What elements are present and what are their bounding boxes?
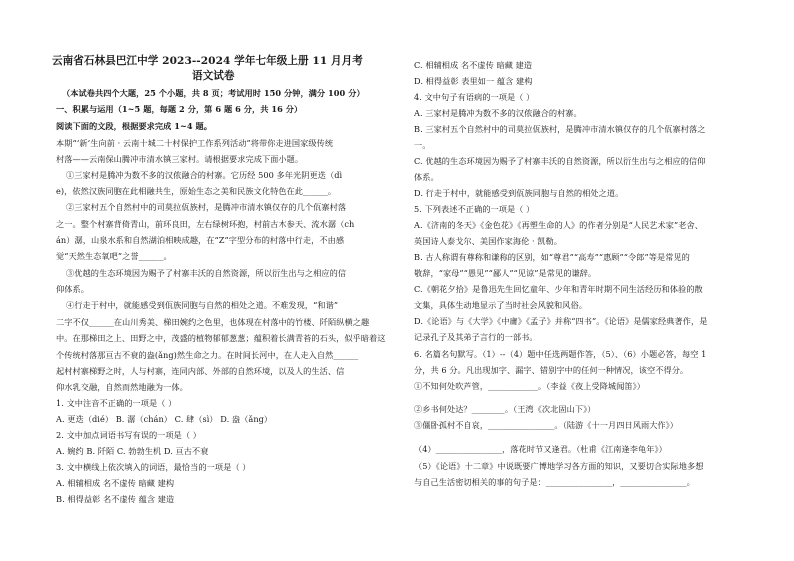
fill-in-blank-5: 与自己生活密切相关的事的句子是：________________，________________。 bbox=[414, 477, 695, 487]
question-5-option-a: 英国诗人泰戈尔、美国作家海伦 · 凯勒。 bbox=[414, 236, 562, 246]
passage-paragraph-4: 仰水乳交融，自然而然地融为一体。 bbox=[56, 382, 188, 392]
exam-subtitle: 语文试卷 bbox=[192, 70, 235, 82]
question-4-option-c: 体系。 bbox=[414, 172, 439, 182]
passage-paragraph-4: ④行走于村中，就能感受到佤族同胞与自然的相处之道。不难发现，“和谐” bbox=[66, 300, 339, 310]
fill-in-blank-2: ②乡书何处达？________。（王湾《次北固山下》） bbox=[414, 404, 596, 414]
question-5: 5. 下列表述不正确的一项是（ ） bbox=[414, 204, 535, 214]
question-3-option-a: A. 相辅相成 名不虚传 暗藏 建构 bbox=[56, 478, 175, 488]
fill-in-blank-1: ①不知何处吹芦管，____________。（李益《夜上受降城闻笛》） bbox=[414, 381, 645, 391]
passage-paragraph-4: 中。在那梯田之上、田野之中，茂盛的植物郁郁葱葱；蕴积着长满青苔的石头，似乎暗着这 bbox=[56, 333, 386, 343]
question-6: 6. 名篇名句默写。（1）--（4）题中任选两题作答，（5）、（6）小题必答，每空 1 bbox=[414, 349, 707, 359]
fill-in-blank-4: （4）________________，落花时节又逢君。（杜甫《江南逢李龟年》） bbox=[414, 444, 667, 454]
passage-intro-line: 村落——云南保山腾冲市清水镇三家村。请根据要求完成下面小题。 bbox=[56, 154, 304, 164]
question-4-option-c: C. 优越的生态环境因为赐予了村寨丰沃的自然资源，所以衍生出与之相应的信仰 bbox=[414, 156, 706, 166]
question-4: 4. 文中句子有语病的一项是（ ） bbox=[414, 92, 535, 102]
passage-paragraph-4: 起村村寨梯野之时，人与村寨，连同内部、外部的自然环境，以及人的生活、信 bbox=[56, 366, 345, 376]
question-4-option-b: 一。 bbox=[414, 140, 431, 150]
question-2-options: A. 婉约 B. 阡陌 C. 勃勃生机 D. 亘古不衰 bbox=[56, 446, 209, 456]
question-5-option-c: C.《朝花夕拾》是鲁迅先生回忆童年、少年和青年时期不同生活经历和体验的散 bbox=[414, 284, 703, 294]
passage-paragraph-2: án）潺，山泉水系和自然湖泊相映成趣，在“Z”字型分布的村落中行走，不由感 bbox=[56, 235, 345, 245]
passage-intro-line: 本期“‘新’生向前 · 云南十城二十村保护工作系列活动”将带你走进国家级传统 bbox=[56, 138, 334, 148]
question-5-option-d: D.《论语》与《大学》《中庸》《孟子》并称“四书”。《论语》是儒家经典著作，是 bbox=[414, 316, 708, 326]
passage-paragraph-2: ②三家村五个自然村中的司莫拉佤族村，是腾冲市清水镇仅存的几个佤寨村落 bbox=[66, 202, 347, 212]
passage-paragraph-4: 二字不仅______在山川秀美、梯田婉约之色里，也体现在村落中的竹楼、阡陌纵横之趣 bbox=[56, 317, 370, 327]
passage-paragraph-1: e)，依然汉族同胞在此相融共生，原始生态之美和民族文化特色在此______。 bbox=[56, 186, 337, 196]
question-6: 分，共 6 分。凡出现加字、漏字、错别字中的任何一种情况，该空不得分。 bbox=[414, 365, 689, 375]
question-3-option-d: D. 相得益彰 表里如一 蕴含 建构 bbox=[414, 76, 533, 86]
question-5-option-a: A.《济南的冬天》《金色花》《再塑生命的人》的作者分别是“人民艺术家”老舍、 bbox=[414, 220, 703, 230]
question-3: 3. 文中横线上依次填入的词语，最恰当的一项是（ ） bbox=[56, 462, 251, 472]
passage-paragraph-4: 个传统村落那亘古不衰的盎(ǎng)然生命之力。在时间长河中，在人走入自然______ bbox=[56, 350, 359, 360]
question-1-options: A. 更迭（dié） B. 潺（chán） C. 肆（sì） D. 盎（ǎng） bbox=[56, 414, 273, 424]
question-4-option-b: B. 三家村五个自然村中的司莫拉佤族村，是腾冲市清水镇仅存的几个佤寨村落之 bbox=[414, 124, 706, 134]
question-4-option-d: D. 行走于村中，就能感受到佤族同胞与自然的相处之道。 bbox=[414, 188, 624, 198]
question-3-option-c: C. 相辅相成 名不虚传 暗藏 建造 bbox=[414, 60, 533, 70]
question-5-option-c: 文集，具体生动地显示了当时社会风貌和风俗。 bbox=[414, 300, 587, 310]
reading-instruction: 阅读下面的文段，根据要求完成 1~4 题。 bbox=[56, 121, 213, 131]
question-5-option-b: 敬辞，“家母”“愚见”“鄙人”“见谅”是常见的谦辞。 bbox=[414, 268, 597, 278]
fill-in-blank-3: ③僵卧孤村不自哀，________________。（陆游《十一月四日风雨大作》） bbox=[414, 420, 679, 430]
exam-title: 云南省石林县巴江中学 2023--2024 学年七年级上册 11 月月考 bbox=[52, 55, 363, 67]
fill-in-blank-5: （5）《论语》十二章》中说既要广博地学习各方面的知识，又要切合实际地多想 bbox=[414, 461, 704, 471]
question-2: 2. 文中加点词语书写有误的一项是（ ） bbox=[56, 430, 202, 440]
passage-paragraph-2: 觉“天然生态氧吧”之誉______。 bbox=[56, 251, 172, 261]
question-5-option-b: B. 古人称谓有尊称和谦称的区别，如“尊君”“高寿”“惠顾”“令郎”等是常见的 bbox=[414, 252, 690, 262]
question-5-option-d: 记录孔子及其弟子言行的一部书。 bbox=[414, 332, 538, 342]
question-3-option-b: B. 相得益彰 名不虚传 蕴含 建造 bbox=[56, 494, 175, 504]
exam-instructions: （本试卷共四个大题，25 个小题，共 8 页；考试用时 150 分钟，满分 100 分） bbox=[62, 88, 365, 98]
question-4-option-a: A. 三家村是腾冲为数不多的汉侬融合的村寨。 bbox=[414, 108, 582, 118]
question-1: 1. 文中注音不正确的一项是（ ） bbox=[56, 398, 177, 408]
section-heading: 一、积累与运用（1~5 题，每题 2 分，第 6 题 6 分，共 16 分） bbox=[56, 104, 303, 114]
passage-paragraph-3: ③优越的生态环境因为赐予了村寨丰沃的自然资源，所以衍生出与之相应的信 bbox=[66, 268, 347, 278]
passage-paragraph-3: 仰体系。 bbox=[56, 284, 89, 294]
passage-paragraph-2: 之一。整个村寨背倚青山，前环良田，左右绿树环抱，村前古木参天、流水潺（ch bbox=[56, 219, 355, 229]
passage-paragraph-1: ①三家村是腾冲为数不多的汉侬融合的村寨。它历经 500 多年光阴更迭（dì bbox=[66, 170, 343, 180]
